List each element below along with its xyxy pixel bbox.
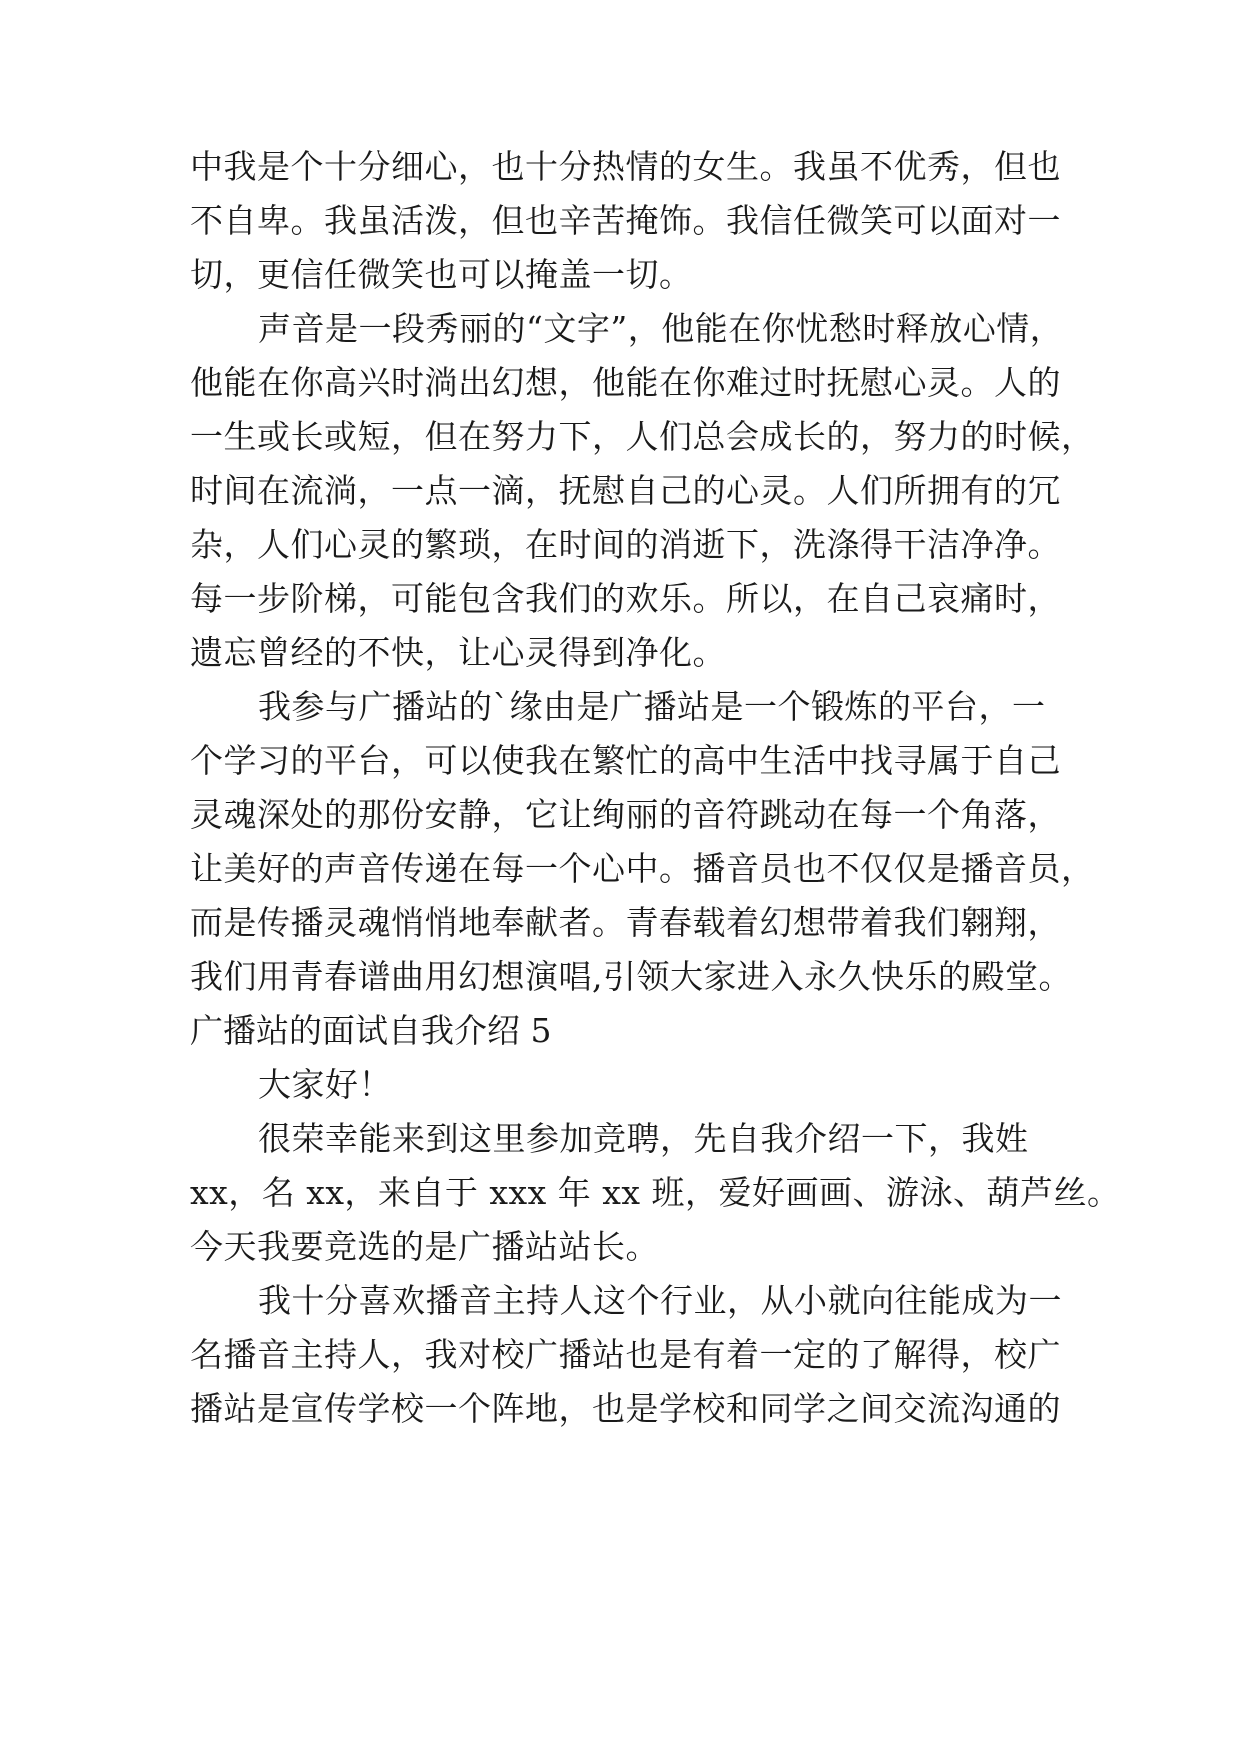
text-line: 他能在你高兴时淌出幻想，他能在你难过时抚慰心灵。人的 <box>190 363 1061 402</box>
paragraph-start: 我参与广播站的`缘由是广播站是一个锻炼的平台，一 <box>258 687 1046 726</box>
text-line: 遗忘曾经的不快，让心灵得到净化。 <box>190 633 726 672</box>
text-line: 让美好的声音传递在每一个心中。播音员也不仅仅是播音员， <box>190 849 1095 888</box>
text-line: 切，更信任微笑也可以掩盖一切。 <box>190 255 693 294</box>
text-line: 我们用青春谱曲用幻想演唱,引领大家进入永久快乐的殿堂。 <box>190 957 1072 996</box>
text-line: 而是传播灵魂悄悄地奉献者。青春载着幻想带着我们翱翔， <box>190 903 1061 942</box>
text-line: 中我是个十分细心，也十分热情的女生。我虽不优秀，但也 <box>190 147 1061 186</box>
text-line: 时间在流淌，一点一滴，抚慰自己的心灵。人们所拥有的冗 <box>190 471 1061 510</box>
paragraph-start: 很荣幸能来到这里参加竞聘，先自我介绍一下，我姓 <box>258 1119 1029 1158</box>
text-line: 名播音主持人，我对校广播站也是有着一定的了解得，校广 <box>190 1335 1061 1374</box>
greeting: 大家好！ <box>258 1065 392 1104</box>
section-heading: 广播站的面试自我介绍 5 <box>190 1011 552 1050</box>
text-line: 播站是宣传学校一个阵地，也是学校和同学之间交流沟通的 <box>190 1389 1061 1428</box>
text-line: xx，名 xx，来自于 xxx 年 xx 班，爱好画画、游泳、葫芦丝。 <box>190 1173 1121 1212</box>
text-line: 今天我要竞选的是广播站站长。 <box>190 1227 659 1266</box>
text-line: 个学习的平台，可以使我在繁忙的高中生活中找寻属于自己 <box>190 741 1061 780</box>
text-line: 灵魂深处的那份安静，它让绚丽的音符跳动在每一个角落， <box>190 795 1061 834</box>
text-line: 一生或长或短，但在努力下，人们总会成长的，努力的时候， <box>190 417 1095 456</box>
paragraph-start: 声音是一段秀丽的“文字”，他能在你忧愁时释放心情， <box>258 309 1064 348</box>
text-line: 不自卑。我虽活泼，但也辛苦掩饰。我信任微笑可以面对一 <box>190 201 1061 240</box>
text-line: 每一步阶梯，可能包含我们的欢乐。所以，在自己哀痛时， <box>190 579 1061 618</box>
text-line: 杂，人们心灵的繁琐，在时间的消逝下，洗涤得干洁净净。 <box>190 525 1061 564</box>
paragraph-start: 我十分喜欢播音主持人这个行业，从小就向往能成为一 <box>258 1281 1062 1320</box>
